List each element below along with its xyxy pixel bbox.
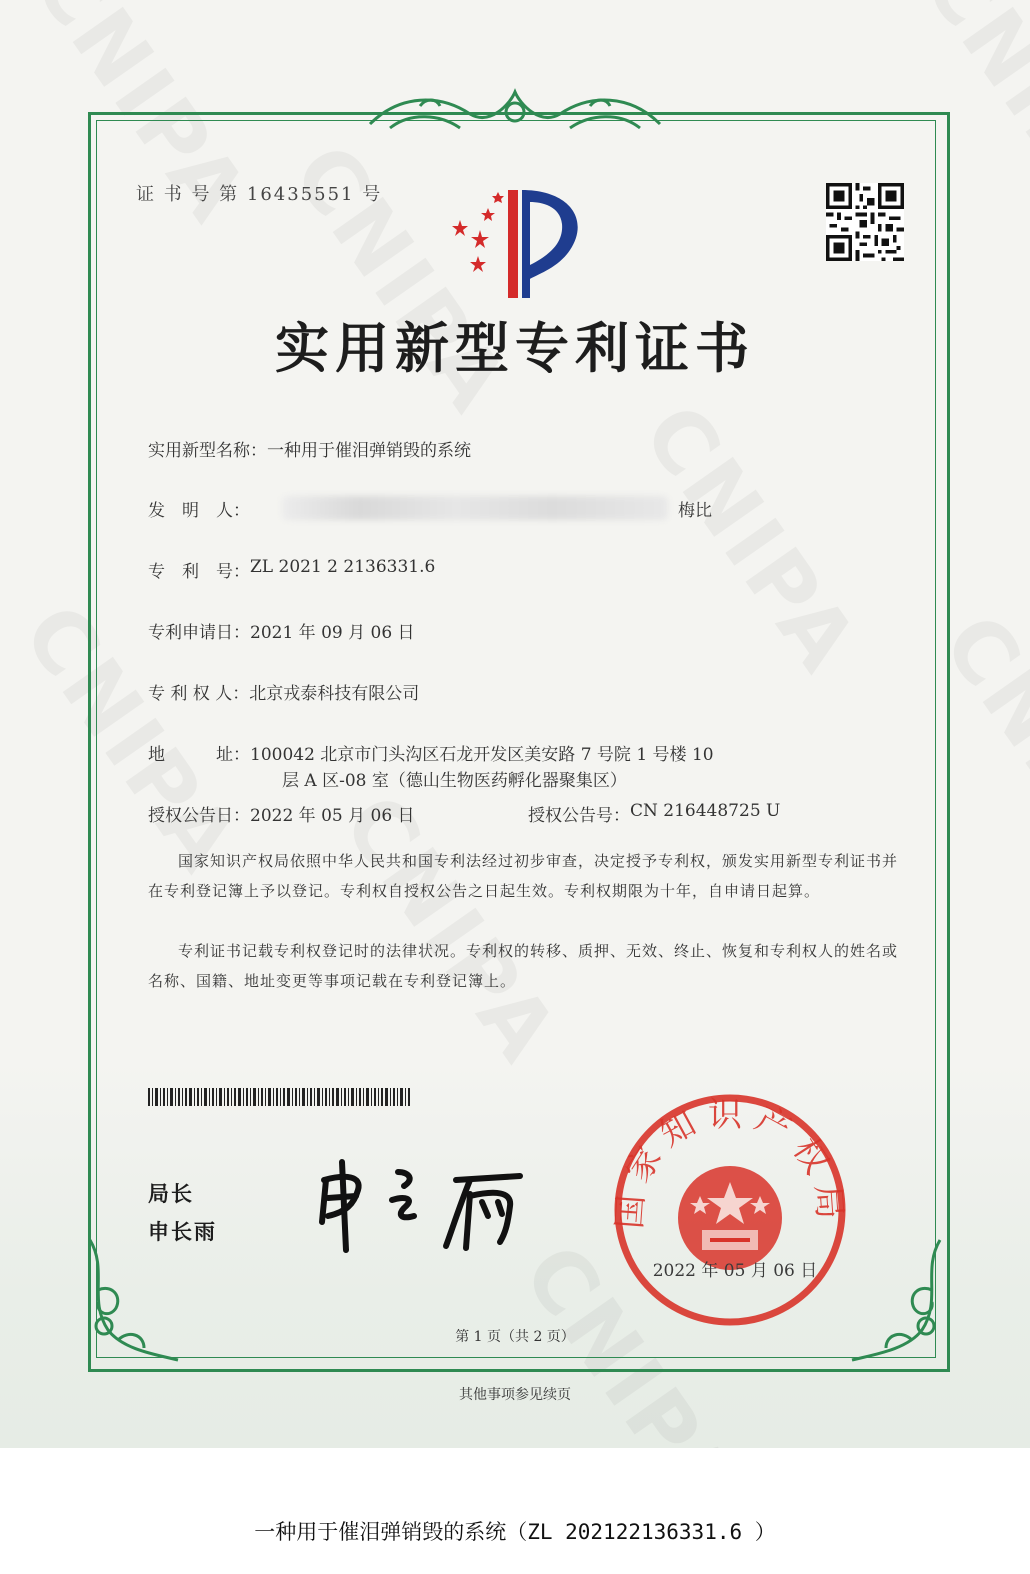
cnipa-logo-icon	[440, 180, 600, 300]
field-filing-date	[148, 618, 415, 643]
field-value: 梅比	[678, 501, 712, 521]
continuation-note: 其他事项参见续页	[459, 1387, 571, 1403]
field-grant-number	[528, 801, 780, 826]
field-value: CN 216448725 U	[630, 801, 781, 821]
field-label: 授权公告日：	[148, 806, 250, 826]
field-address	[148, 740, 714, 765]
page-number: 第 1 页（共 2 页）	[455, 1329, 575, 1345]
field-value: 100042 北京市门头沟区石龙开发区美安路 7 号院 1 号楼 10	[250, 745, 714, 765]
field-value: ZL 2021 2 2136331.6	[250, 557, 436, 577]
barcode-icon	[148, 1088, 410, 1106]
seal-date: 2022 年 05 月 06 日	[652, 1261, 818, 1281]
field-value: 层 A 区-08 室（德山生物医药孵化器聚集区）	[282, 771, 627, 791]
field-grant-date	[148, 801, 415, 826]
field-value: 一种用于催泪弹销毁的系统	[267, 441, 471, 461]
certificate-title: 实用新型专利证书	[275, 317, 755, 380]
svg-text:国家知识产权局: 国家知识产权局	[610, 1094, 850, 1231]
field-label: 地 址：	[148, 745, 250, 765]
field-label: 专 利 权 人：	[148, 684, 250, 704]
field-patent-number	[148, 557, 435, 582]
field-utility-model-name	[148, 436, 471, 461]
field-value: 北京戎泰科技有限公司	[249, 684, 420, 704]
qr-code-icon	[826, 183, 904, 261]
director-title: 局长	[148, 1182, 194, 1206]
bottom-right-ornament-icon	[842, 1230, 952, 1370]
field-patentee	[148, 679, 419, 704]
legal-paragraph-2: 专利证书记载专利权登记时的法律状况。专利权的转移、质押、无效、终止、恢复和专利权人的姓名或名称、国籍、地址变更等事项记载在专利登记簿上。	[148, 942, 899, 990]
field-label: 实用新型名称：	[148, 441, 267, 461]
field-label: 专 利 号：	[148, 562, 250, 582]
field-label: 授权公告号：	[528, 806, 630, 826]
field-label: 发 明 人：	[148, 501, 250, 521]
top-ornament-icon	[360, 84, 670, 140]
official-seal-icon	[610, 1090, 850, 1330]
field-value: 2021 年 09 月 06 日	[250, 623, 415, 643]
field-value: 2022 年 05 月 06 日	[250, 806, 415, 826]
field-label: 专利申请日：	[148, 623, 250, 643]
director-name: 申长雨	[148, 1220, 217, 1244]
certificate-number: 证 书 号 第 16435551 号	[136, 184, 383, 205]
field-address-line2	[282, 766, 627, 791]
redacted-inventor-names	[282, 496, 668, 520]
field-inventor	[148, 496, 250, 521]
field-inventor-value	[678, 496, 712, 521]
bottom-left-ornament-icon	[78, 1230, 188, 1370]
legal-paragraph-1: 国家知识产权局依照中华人民共和国专利法经过初步审查，决定授予专利权，颁发实用新型专利证书并在专利登记簿上予以登记。专利权自授权公告之日起生效。专利权期限为十年，自申请日起算。	[148, 852, 899, 900]
signature-icon	[306, 1150, 536, 1260]
caption: 一种用于催泪弹销毁的系统（ZL 202122136331.6 ）	[254, 1520, 776, 1544]
